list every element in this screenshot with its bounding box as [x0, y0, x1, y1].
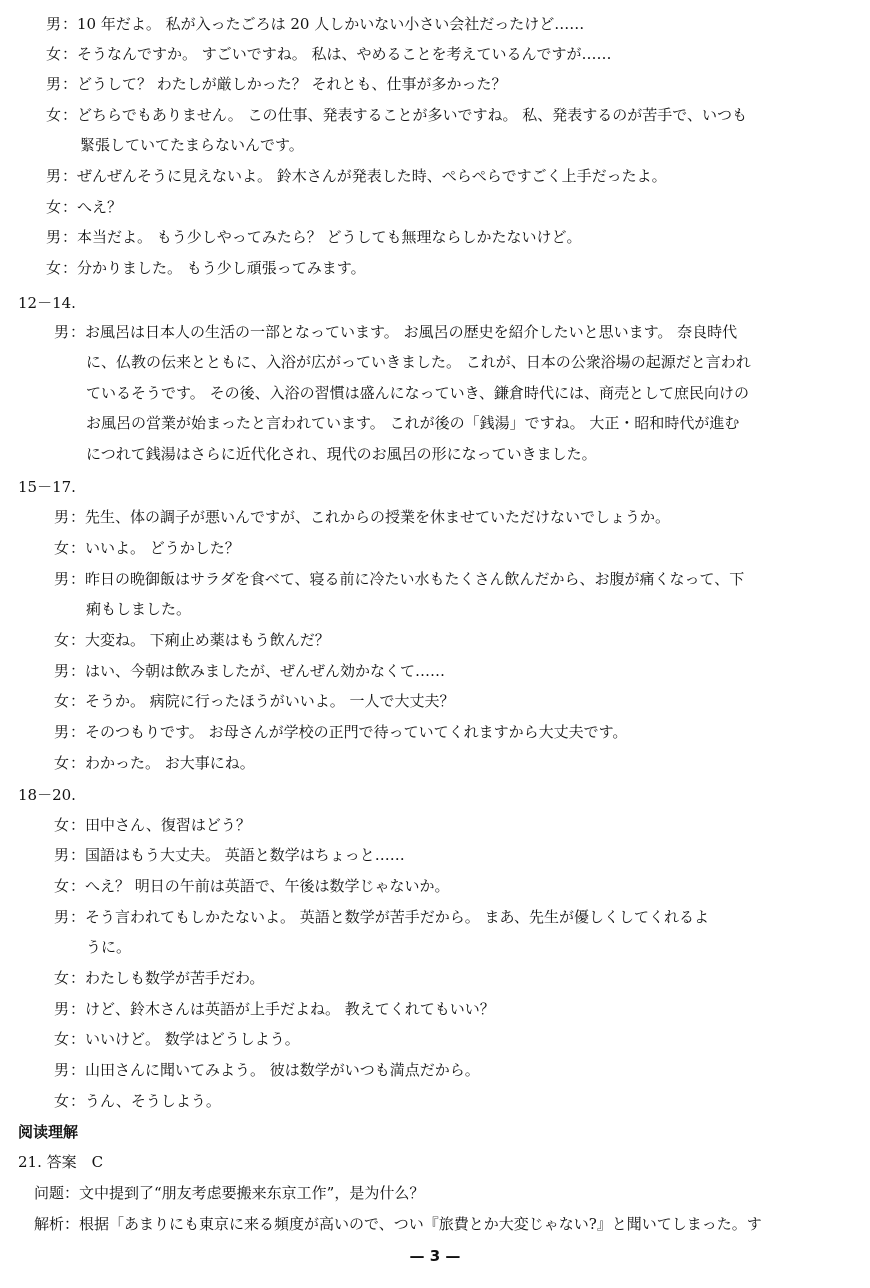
dialog-text-continued: 痢もしました。 — [86, 600, 192, 618]
dialog-text-continued: につれて銭湯はさらに近代化され、現代のお風呂の形になっていきました。 — [86, 445, 597, 463]
section-number-12-14: 12－14. — [18, 294, 76, 312]
dialog-text: ：どうして？ わたしが厳しかった？ それとも、仕事が多かった？ — [62, 75, 507, 93]
dialog-text: ：10 年だよ。 私が入ったごろは 20 人しかいない小さい会社だったけど…… — [62, 15, 585, 33]
speaker-label: 男 — [54, 846, 70, 864]
speaker-label: 女 — [46, 198, 62, 216]
dialog-text-continued: 緊張していてたまらないんです。 — [80, 136, 304, 154]
speaker-label: 男 — [54, 570, 70, 588]
dialog-text: ：いいけど。 数学はどうしよう。 — [70, 1030, 300, 1048]
dialog-text: ：ぜんぜんそうに見えないよ。 鈴木さんが発表した時、ぺらぺらですごく上手だったよ。 — [62, 167, 667, 185]
dialog-text: ：どちらでもありません。 この仕事、発表することが多いですね。 私、発表するのが苦手で、いつも — [62, 106, 747, 124]
speaker-label: 男 — [54, 508, 70, 526]
speaker-label: 男 — [46, 75, 62, 93]
dialog-text: ：いいよ。 どうかした？ — [70, 539, 240, 557]
dialog-text: ：国語はもう大丈夫。 英語と数学はちょっと…… — [70, 846, 405, 864]
page-number: — 3 — — [409, 1247, 461, 1265]
analysis-line: 解析：根据「あまりにも東京に来る頻度が高いので、つい『旅費とか大変じゃない?』と聞いてしまった。す — [34, 1215, 762, 1233]
dialog-text-continued: ているそうです。 その後、入浴の習慣は盛んになっていき、鎌倉時代には、商売として庶民向けの — [86, 384, 749, 402]
dialog-text: ：昨日の晩御飯はサラダを食べて、寝る前に冷たい水もたくさん飲んだから、お腹が痛くなって、下 — [70, 570, 745, 588]
section-number-15-17: 15－17. — [18, 478, 76, 496]
dialog-text: ：山田さんに聞いてみよう。 彼は数学がいつも満点だから。 — [70, 1061, 480, 1079]
speaker-label: 女 — [54, 692, 70, 710]
dialog-text: ：へえ？ 明日の午前は英語で、午後は数学じゃないか。 — [70, 877, 450, 895]
dialog-text: ：大変ね。 下痢止め薬はもう飲んだ？ — [70, 631, 330, 649]
speaker-label: 女 — [46, 45, 62, 63]
reading-comprehension-heading: 阅读理解 — [18, 1123, 79, 1141]
dialog-text-continued: に、仏教の伝来とともに、入浴が広がっていきました。 これが、日本の公衆浴場の起源だと言われ — [86, 353, 751, 371]
speaker-label: 女 — [46, 259, 62, 277]
dialog-text: ：わたしも数学が苦手だわ。 — [70, 969, 265, 987]
answer-line: 21. 答案 C — [18, 1153, 104, 1171]
speaker-label: 男 — [54, 1000, 70, 1018]
speaker-label: 女 — [54, 877, 70, 895]
speaker-label: 女 — [54, 1030, 70, 1048]
dialog-text-continued: お風呂の営業が始まったと言われています。 これが後の「銭湯」ですね。 大正・昭和時代が進む — [86, 414, 740, 432]
speaker-label: 男 — [46, 15, 62, 33]
question-line: 问题：文中提到了“朋友考虑要搬来东京工作”，是为什么？ — [34, 1184, 425, 1202]
speaker-label: 女 — [46, 106, 62, 124]
dialog-text: ：うん、そうしよう。 — [70, 1092, 221, 1110]
speaker-label: 男 — [54, 1061, 70, 1079]
dialog-text-continued: うに。 — [86, 938, 132, 956]
dialog-text: ：そうか。 病院に行ったほうがいいよ。 一人で大丈夫？ — [70, 692, 455, 710]
section-number-18-20: 18－20. — [18, 786, 76, 804]
speaker-label: 女 — [54, 631, 70, 649]
speaker-label: 女 — [54, 969, 70, 987]
speaker-label: 男 — [54, 723, 70, 741]
dialog-text: ：そのつもりです。 お母さんが学校の正門で待っていてくれますから大丈夫です。 — [70, 723, 628, 741]
speaker-label: 男 — [46, 167, 62, 185]
dialog-text: ：そう言われてもしかたないよ。 英語と数学が苦手だから。 まあ、先生が優しくしてくれるよ — [70, 908, 709, 926]
dialog-text: ：へえ？ — [62, 198, 123, 216]
dialog-text: ：本当だよ。 もう少しやってみたら？ どうしても無理ならしかたないけど。 — [62, 228, 582, 246]
dialog-text: ：けど、鈴木さんは英語が上手だよね。 教えてくれてもいい？ — [70, 1000, 495, 1018]
speaker-label: 男 — [54, 908, 70, 926]
dialog-text: ：わかった。 お大事にね。 — [70, 754, 255, 772]
dialog-text: ：お風呂は日本人の生活の一部となっています。 お風呂の歴史を紹介したいと思います。 奈良時代 — [70, 323, 738, 341]
dialog-text: ：そうなんですか。 すごいですね。 私は、やめることを考えているんですが…… — [62, 45, 612, 63]
speaker-label: 女 — [54, 816, 70, 834]
dialog-text: ：田中さん、復習はどう？ — [70, 816, 251, 834]
speaker-label: 女 — [54, 754, 70, 772]
dialog-text: ：分かりました。 もう少し頑張ってみます。 — [62, 259, 366, 277]
speaker-label: 男 — [54, 323, 70, 341]
dialog-text: ：先生、体の調子が悪いんですが、これからの授業を休ませていただけないでしょうか。 — [70, 508, 671, 526]
speaker-label: 女 — [54, 539, 70, 557]
dialog-text: ：はい、今朝は飲みましたが、ぜんぜん効かなくて…… — [70, 662, 446, 680]
speaker-label: 女 — [54, 1092, 70, 1110]
speaker-label: 男 — [46, 228, 62, 246]
speaker-label: 男 — [54, 662, 70, 680]
